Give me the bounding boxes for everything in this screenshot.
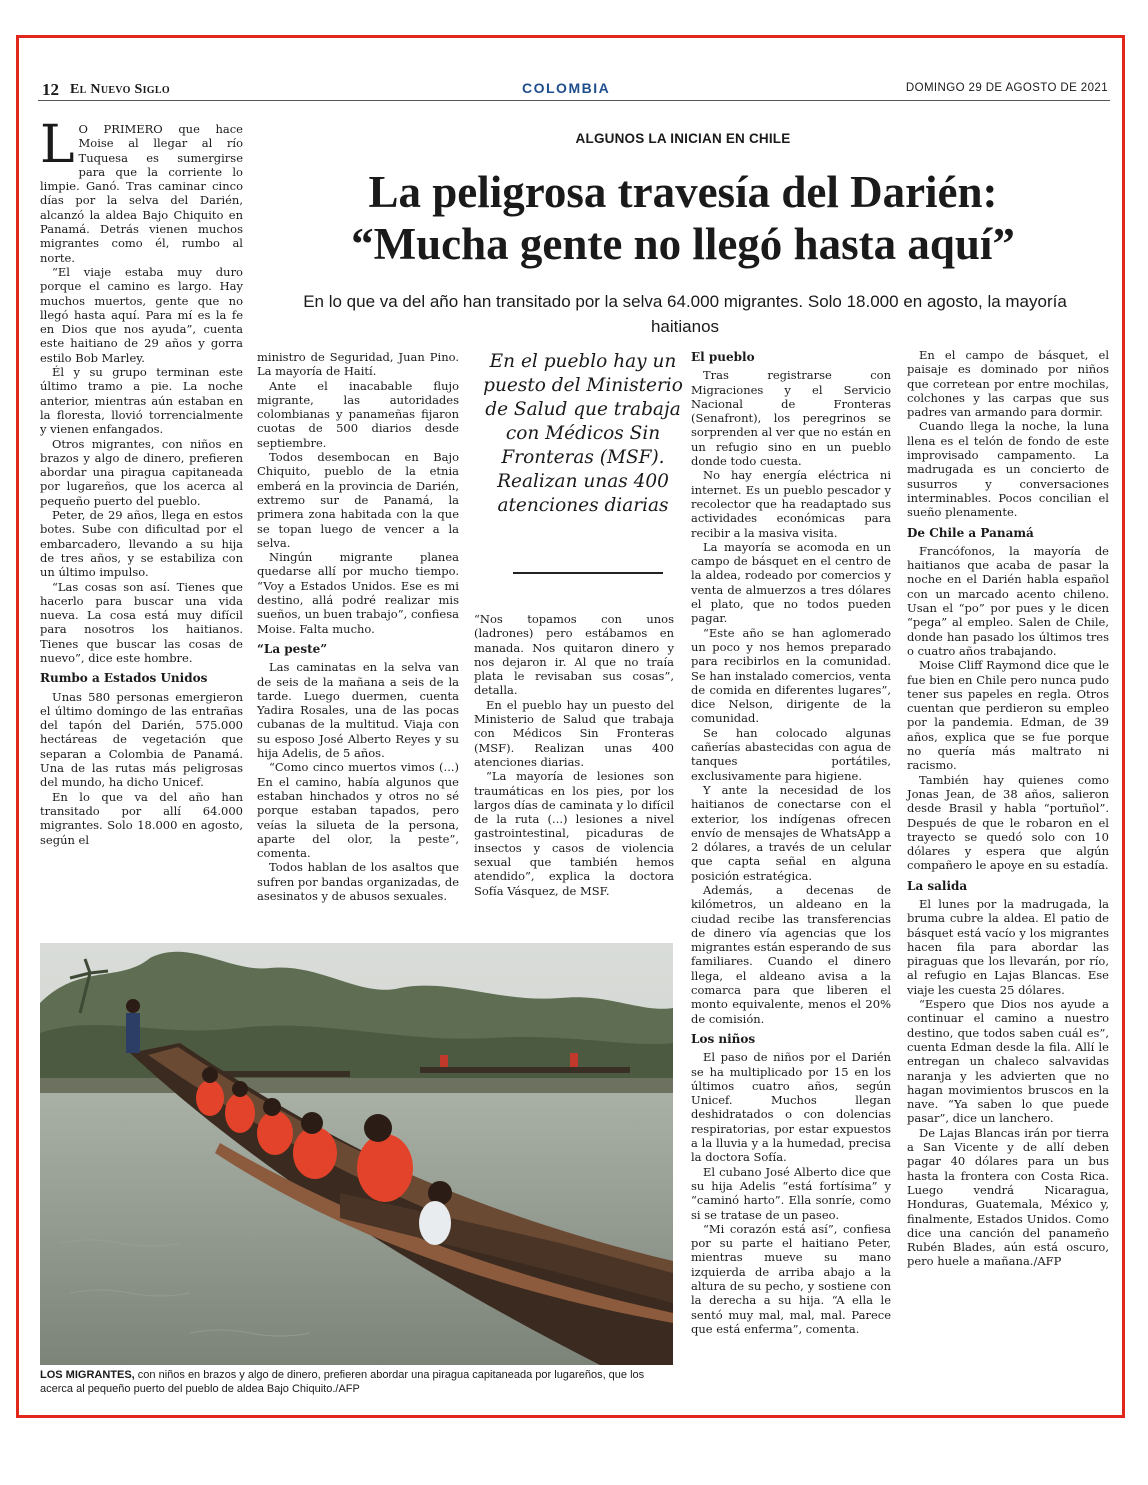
paragraph: Moise Cliff Raymond dice que le fue bien en Chile pero nunca pudo tener sus papeles en regla. Otros cuentan que perdieron su empleo por la pandemia. Edman, de 39 años, explica que se fue porque no quería más maltrato ni racismo. [907,658,1109,773]
subhead-los-ninos: Los niños [691,1031,756,1046]
paragraph: Ante el inacabable flujo migrante, las autoridades colombianas y panameñas fijaron cuotas de 500 diarios desde septiembre. [257,378,459,450]
subhead-rumbo: Rumbo a Estados Unidos [40,671,208,686]
paragraph: También hay quienes como Jonas Jean, de 38 años, salieron desde Brasil y habla “portuñol”. Después de que le robaron en el trayecto se quedó solo con 10 dólares y espera que algún compañero le apoye en su estadía. [907,772,1109,873]
paragraph: “Este año se han aglomerado un poco y nos hemos preparado para recibirlos en la comunidad. Se han instalado comercios, venta de comida en diferentes lugares”, dice Nelson, dirigente de la comunidad. [691,625,891,726]
issue-date: DOMINGO 29 DE AGOSTO DE 2021 [905,82,1108,94]
subhead-la-peste: “La peste” [257,641,328,656]
paragraph: En lo que va del año han transitado por allí 64.000 migrantes. Solo 18.000 en agosto, según el [40,789,243,847]
subhead-el-pueblo: El pueblo [691,350,755,364]
paragraph: Peter, de 29 años, llega en estos botes. Sube con dificultad por el embarcadero, llevando a su hija de tres años, y se estabiliza con un último impulso. [40,508,243,580]
paragraph: Las caminatas en la selva van de seis de la mañana a seis de la tarde. Luego duermen, cuenta Yadira Rosales, una de las pocas cubanas de la multitud. Viaja con su esposo José Alberto Reyes y su hija Adelis, de 5 años. [257,660,459,761]
paragraph: Francófonos, la mayoría de haitianos que acaba de pasar la noche en el Darién habla español con un marcado acento chileno. Usan el “po” por pues y le dicen “pega” al empleo. Salen de Chile, donde han pasado los últimos tres o cuatro años trabajando. [907,543,1109,658]
headline-line-2: “Mucha gente no llegó hasta aquí” [351,219,1015,269]
paragraph: Cuando llega la noche, la luna llena es el telón de fondo de este improvisado campamento. La madrugada es un concierto de susurros y conversaciones interminables. Pocos concilian el sueño plenamente. [907,419,1109,520]
photo-caption [40,1368,680,1396]
column-5 [907,348,1109,1269]
photo-illustration [40,943,673,1365]
paragraph: No hay energía eléctrica ni internet. Es un pueblo pescador y recolector que ha readaptado sus actividades económicas para recibir a la masiva visita. [691,468,891,540]
paragraph: En el pueblo hay un puesto del Ministerio de Salud que trabaja con Médicos Sin Fronteras (MSF). Realizan unas 400 atenciones diarias. [474,697,674,769]
article-kicker: ALGUNOS LA INICIAN EN CHILE [575,131,791,146]
caption-text: con niños en brazos y algo de dinero, prefieren abordar una piragua capitaneada por lugareños, que los acerca al pequeño puerto del pueblo de aldea Bajo Chiquito./AFP [40,1369,645,1395]
drop-cap: L [40,115,75,175]
paragraph: El cubano José Alberto dice que su hija Adelis “está fortísima” y “caminó harto”. Ella sonríe, como si se tratase de un paseo. [691,1164,891,1222]
header-rule [38,100,1110,101]
column-1 [40,115,243,847]
page-number: 12 [42,80,59,99]
paragraph: ministro de Seguridad, Juan Pino. La mayoría de Haití. [257,350,459,379]
caption-lead: LOS MIGRANTES, [40,1369,135,1381]
paragraph: Ningún migrante planea quedarse allí por mucho tiempo. “Voy a Estados Unidos. Ese es mi destino, allá podré realizar mis sueños, un buen trabajo”, confiesa Moise. Falta mucho. [257,550,459,636]
paragraph: Se han colocado algunas cañerías abastecidas con agua de tanques portátiles, exclusivamente para higiene. [691,725,891,783]
paragraph: El lunes por la madrugada, la bruma cubre la aldea. El patio de básquet está vacío y los migrantes hacen fila para abordar las piraguas que los llevarán, por río, al refugio en Lajas Blancas. Ese viaje les cuesta 25 dólares. [907,896,1109,997]
column-3 [474,612,674,898]
paragraph: “El viaje estaba muy duro porque el camino es largo. Hay muchos muertos, gente que no llegó hasta aquí. Para mí es la fe en Dios que nos ayuda”, cuenta este haitiano de 29 años y gorra estilo Bob Marley. [40,264,243,365]
paragraph: El paso de niños por el Darién se ha multiplicado por 15 en los últimos cuatro años, según Unicef. Muchos llegan deshidratados o con dolencias respiratorias, por estar expuestos a la lluvia y a la humedad, precisa la doctora Sofía. [691,1050,891,1165]
pull-quote: En el pueblo hay un puesto del Ministerio de Salud que trabaja con Médicos Sin Fronteras (MSF). Realizan unas 400 atenciones diarias [483,351,683,516]
paragraph: Todos hablan de los asaltos que sufren por bandas organizadas, de asesinatos y de abusos sexuales. [257,860,460,903]
lead-paragraph: L O PRIMERO que hace Moise al llegar al río Tuquesa es sumergirse para que la corriente lo limpie. Ganó. Tras caminar cinco días por la selva del Darién, alcanzó la aldea Bajo Chiquito en Panamá. Detrás vienen muchos migrantes como él, rumbo al norte. [40,115,243,265]
section-label: COLOMBIA [522,80,611,96]
paragraph: La mayoría se acomoda en un campo de básquet en el centro de la aldea, rodeado por comercios y venta de almuerzos a tres dólares el plato, que no todos pueden pagar. [691,539,891,626]
paragraph: Unas 580 personas emergieron el último domingo de las entrañas del tapón del Darién, 575.000 hectáreas de vegetación que separan a Colombia de Panamá. Una de las rutas más peligrosas del mundo, ha dicho Unicef. [40,689,243,790]
paragraph: Él y su grupo terminan este último tramo a pie. La noche anterior, mientras aún estaban en la floresta, llovió torrencialmente y vienen enfangados. [40,365,243,437]
paragraph: “La mayoría de lesiones son traumáticas en los pies, por los largos días de caminata y lo difícil de la ruta (...) lesiones a nivel gastrointestinal, picaduras de insectos y casos de violencia sexual que también hemos atendido”, explica la doctora Sofía Vásquez, de MSF. [474,769,674,898]
headline-line-1: La peligrosa travesía del Darién: [368,167,998,217]
paragraph: “Espero que Dios nos ayude a continuar el camino a nuestro destino, que todos saben cuál es”, cuenta Edman desde la fila. Allí le entregan un chaleco salvavidas naranja y les advierten que no hagan movimientos bruscos en la nave. “Ya saben lo que puede pasar”, dice un lanchero. [907,997,1109,1126]
column-2 [257,350,459,903]
paragraph: Otros migrantes, con niños en brazos y algo de dinero, prefieren abordar una piragua capitaneada por lugareños, que los acerca al pequeño puerto del pueblo. [40,436,243,508]
paragraph: Y ante la necesidad de los haitianos de conectarse con el exterior, los indígenas ofrecen envío de mensajes de WhatsApp a 2 dólares, a través de un celular que capta señal en alguna posición estratégica. [691,782,891,883]
paragraph: “Mi corazón está así”, confiesa por su parte el haitiano Peter, mientras mueve su mano izquierda de arriba abajo a la altura de su pecho, y sostiene con la derecha a su hija. “A ella le sentó muy mal, mal, mal. Parece que está enferma”, comenta. [691,1221,891,1336]
paragraph: “Las cosas son así. Tienes que hacerlo para buscar una vida nueva. La cosa está muy difícil para nosotros los haitianos. Tienes que buscar las cosas de nuevo”, dice este hombre. [40,579,243,665]
paragraph: Todos desembocan en Bajo Chiquito, pueblo de la etnia emberá en la provincia de Darién, extremo sur de Panamá, la primera zona habitada con la que se topan luego de vencer a la selva. [257,450,459,550]
paragraph: “Como cinco muertos vimos (...) En el camino, había algunos que estaban hinchados y otros no sé porque estaban tapados, pero veías la silueta de la persona, aparte del olor, la peste”, comenta. [257,760,459,861]
paragraph: Además, a decenas de kilómetros, un aldeano en la ciudad recibe las transferencias de dinero vía agencias que los migrantes están esperando de sus familiares. Cuando el dinero llega, el aldeano avisa a la comarca para que liberen el monto equivalente, menos el 20% de comisión. [691,882,891,1026]
subhead-de-chile: De Chile a Panamá [907,525,1034,540]
subhead-la-salida: La salida [907,878,968,893]
paragraph: “Nos topamos con unos (ladrones) pero estábamos en manada. Nos quitaron dinero y nos dejaron ir. Al que no traía plata le revisaban sus cosas”, detalla. [474,612,674,698]
newspaper-name: El Nuevo Siglo [70,82,170,97]
article-deck: En lo que va del año han transitado por la selva 64.000 migrantes. Solo 18.000 en agosto, la mayoría haitianos [303,292,1067,336]
paragraph: Tras registrarse con Migraciones y el Servicio Nacional de Fronteras (Senafront), los peregrinos se sorprenden al ver que no están en un refugio sino en un pueblo donde todo cuesta. [691,368,891,469]
pull-quote-rule [513,572,663,574]
paragraph: En el campo de básquet, el paisaje es dominado por niños que corretean por entre mochilas, colchones y las carpas que sus padres van armando para dormir. [907,348,1109,420]
article-headline [258,166,1108,270]
paragraph: De Lajas Blancas irán por tierra a San Vicente y de allí deben pagar 40 dólares para un bus hasta la frontera con Costa Rica. Luego vendrá Nicaragua, Honduras, Guatemala, México y, finalmente, Estados Unidos. Como dice una canción del panameño Rubén Blades, aún está oscuro, pero huele a mañana./AFP [907,1125,1109,1269]
column-4 [691,348,891,1336]
migrants-boat-photo [40,943,673,1365]
